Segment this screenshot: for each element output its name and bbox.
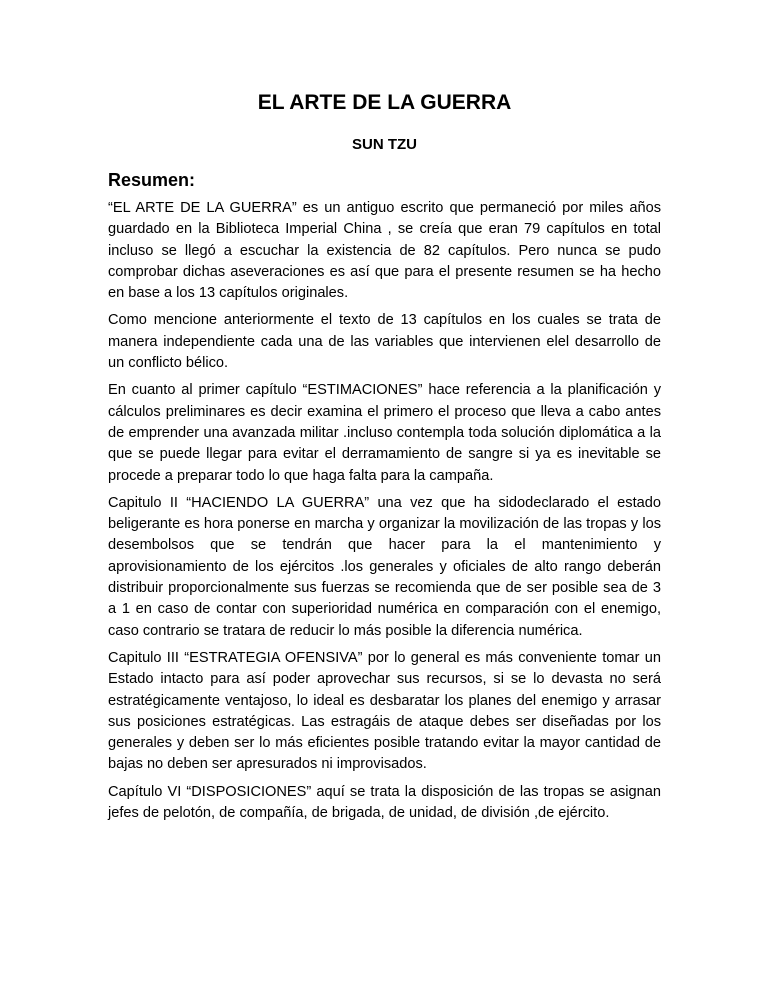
document-title: EL ARTE DE LA GUERRA <box>257 91 512 114</box>
section-heading: Resumen: <box>108 170 196 190</box>
paragraph: Capitulo II “HACIENDO LA GUERRA” una vez que ha sidodeclarado el estado beligerante es hora ponerse en marcha y organizar la movilización de las tropas y los desembolsos que se tendrán que hacer para la el mantenimiento y aprovisionamiento de los ejércitos .los generales y oficiales de alto rango deberán distribuir proporcionalmente sus fuerzas se recomienda que de ser posible sea de 3 a 1 en caso de contar con superioridad numérica en comparación con el enemigo, caso contrario se tratara de reducir lo más posible la diferencia numérica. <box>108 494 661 639</box>
paragraph: Capitulo III “ESTRATEGIA OFENSIVA” por lo general es más conveniente tomar un Estado intacto para así poder aprovechar sus recursos, si se lo devasta no será estratégicamente ventajoso, lo ideal es desbaratar los planes del enemigo y arrasar sus posiciones estratégicas. Las estragáis de ataque debes ser diseñadas por los generales y deben ser lo más eficientes posible tratando evitar la mayor cantidad de bajas no deben ser apresurados ni improvisados. <box>108 649 661 773</box>
paragraph: En cuanto al primer capítulo “ESTIMACIONES” hace referencia a la planificación y cálculos preliminares es decir examina el primero el proceso que lleva a cabo antes de emprender una avanzada militar .incluso contempla toda solución diplomática a la que se puede llegar para evitar el derramamiento de sangre si ya es inevitable se procede a preparar todo lo que haga falta para la campaña. <box>108 382 661 484</box>
document-author: SUN TZU <box>352 136 417 153</box>
paragraph: Capítulo VI “DISPOSICIONES” aquí se trata la disposición de las tropas se asignan jefes de pelotón, de compañía, de brigada, de unidad, de división ,de ejército. <box>108 783 661 822</box>
paragraph: Como mencione anteriormente el texto de 13 capítulos en los cuales se trata de manera independiente cada una de las variables que intervienen elel desarrollo de un conflicto bélico. <box>108 312 661 372</box>
document-body <box>108 198 661 830</box>
paragraph: “EL ARTE DE LA GUERRA” es un antiguo escrito que permaneció por miles años guardado en la Biblioteca Imperial China , se creía que eran 79 capítulos en total incluso se llegó a escuchar la existencia de 82 capítulos. Pero nunca se pudo comprobar dichas aseveraciones es así que para el presente resumen se ha hecho en base a los 13 capítulos originales. <box>108 200 661 302</box>
